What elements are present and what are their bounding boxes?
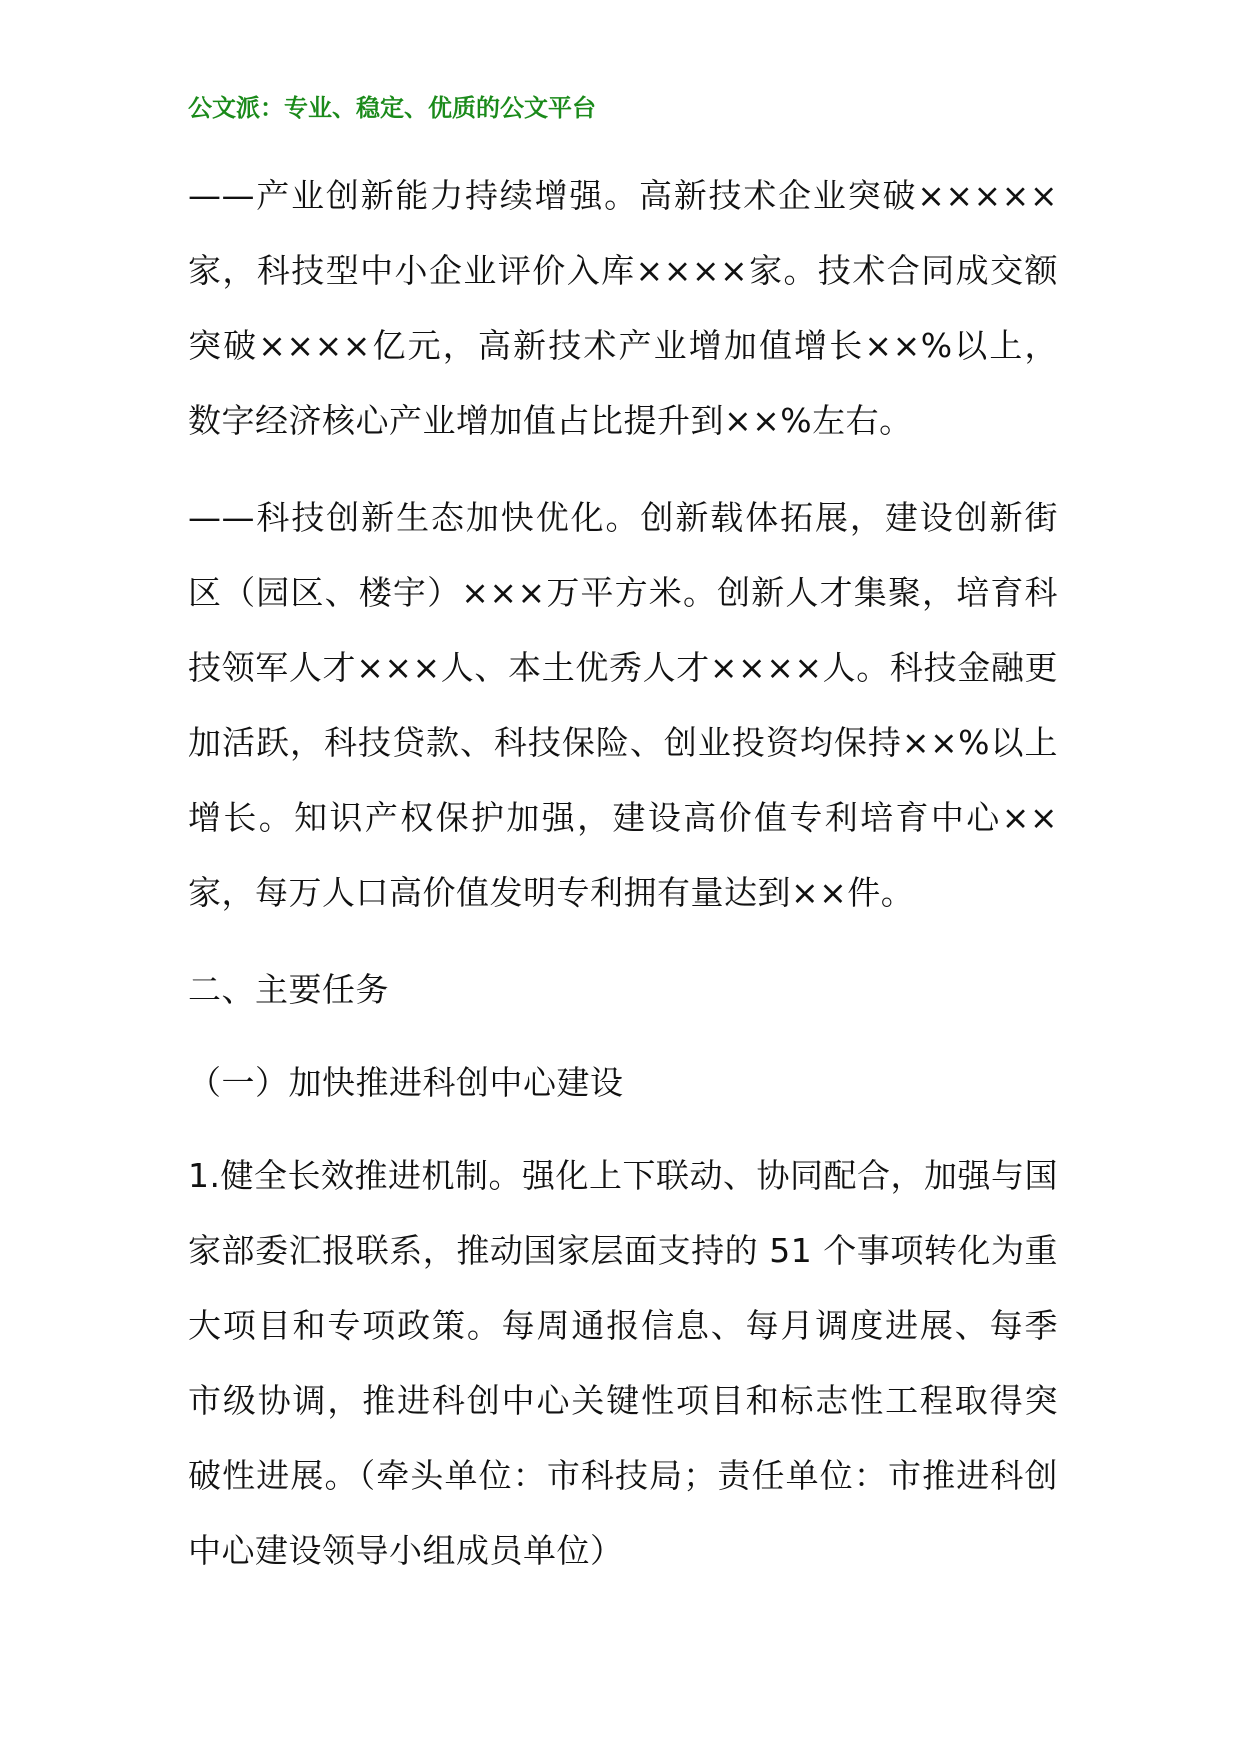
paragraph-innovation-capacity: ——产业创新能力持续增强。高新技术企业突破×××××家，科技型中小企业评价入库××××家。技术合同成交额突破××××亿元，高新技术产业增加值增长××%以上，数字经济核心产业增加值占比提升到××%左右。 — [188, 176, 1058, 440]
subsection-heading: （一）加快推进科创中心建设 — [188, 1063, 624, 1102]
section-heading: 二、主要任务 — [188, 970, 389, 1009]
paragraph-innovation-ecosystem: ——科技创新生态加快优化。创新载体拓展，建设创新街区（园区、楼宇）×××万平方米。创新人才集聚，培育科技领军人才×××人、本土优秀人才××××人。科技金融更加活跃，科技贷款、科技保险、创业投资均保持××%以上增长。知识产权保护加强，建设高价值专利培育中心××家，每万人口高价值发明专利拥有量达到××件。 — [188, 498, 1058, 912]
header-slogan: 公文派：专业、稳定、优质的公文平台 — [188, 93, 596, 122]
paragraph-mechanism: 1.健全长效推进机制。强化上下联动、协同配合，加强与国家部委汇报联系，推动国家层面支持的 51 个事项转化为重大项目和专项政策。每周通报信息、每月调度进展、每季市级协调，推进科创中心关键性项目和标志性工程取得突破性进展。（牵头单位：市科技局；责任单位：市推进科创中心建设领导小组成员单位） — [188, 1156, 1058, 1570]
